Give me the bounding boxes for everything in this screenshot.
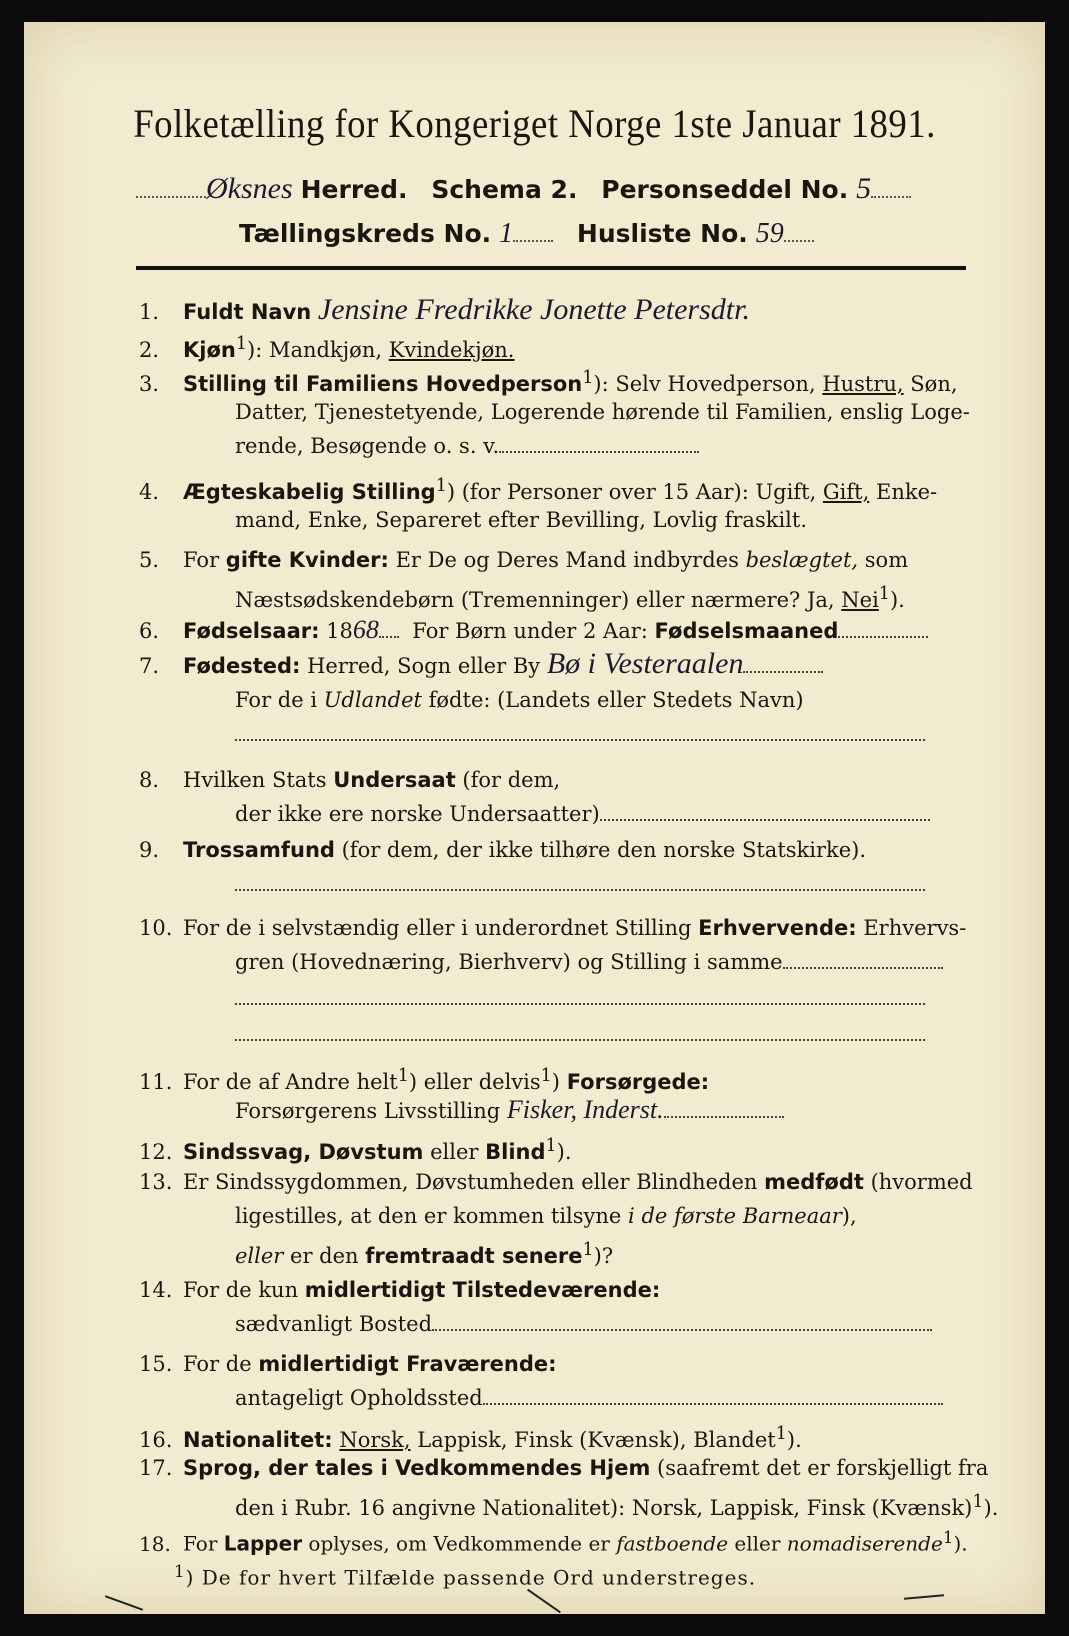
question-17-line-2: den i Rubr. 16 angivne Nationalitet): Norsk, Lappisk, Finsk (Kvænsk)$^1$).: [235, 1492, 999, 1520]
question-2: 2. Kjøn$^1$): Mandkjøn, Kvindekjøn.: [139, 334, 515, 362]
question-4-line-2: mand, Enke, Separeret efter Bevilling, Lovlig fraskilt.: [235, 508, 808, 532]
q8-label: Undersaat: [333, 768, 456, 792]
q15-label: midlertidigt Fraværende:: [258, 1352, 557, 1376]
question-8-line-2: der ikke ere norske Undersaatter): [235, 798, 930, 830]
q5-label: gifte Kvinder:: [225, 548, 389, 572]
question-15: 15. For de midlertidigt Fraværende:: [139, 1352, 557, 1376]
question-6: 6. Fødselsaar: 1868 For Børn under 2 Aar: Fødselsmaaned: [139, 614, 928, 647]
question-11: 11. For de af Andre helt$^1$) eller delvis$^1$) Forsørgede:: [139, 1066, 710, 1094]
q1-value: Jensine Fredrikke Jonette Petersdtr.: [317, 293, 750, 326]
q12-label: Sindssvag, Døvstum: [183, 1140, 424, 1164]
personseddel-value: 5: [856, 172, 872, 205]
header-line-herred: [136, 172, 911, 206]
question-5: 5. For gifte Kvinder: Er De og Deres Mand indbyrdes beslægtet, som: [139, 548, 909, 572]
q3-selected-option: Hustru,: [822, 372, 904, 396]
ink-mark: [904, 1594, 944, 1599]
kreds-value: 1: [499, 218, 514, 249]
q9-label: Trossamfund: [183, 838, 335, 862]
q16-selected-option: Norsk,: [339, 1428, 411, 1452]
q4-label: Ægteskabelig Stilling: [183, 480, 436, 504]
q17-label: Sprog, der tales i Vedkommendes Hjem: [183, 1456, 651, 1480]
question-10-line-2: gren (Hovednæring, Bierhverv) og Stilling i samme: [235, 946, 943, 978]
question-4: 4. Ægteskabelig Stilling$^1$) (for Personer over 15 Aar): Ugift, Gift, Enke-: [139, 476, 938, 504]
question-15-line-2: antageligt Opholdssted: [235, 1382, 943, 1414]
header-line-kreds: [239, 218, 814, 250]
question-16: 16. Nationalitet: Norsk, Lappisk, Finsk (Kvænsk), Blandet$^1$).: [139, 1424, 802, 1452]
herred-label: Herred.: [300, 175, 408, 204]
ink-mark: [527, 1589, 561, 1614]
q2-label: Kjøn: [183, 338, 236, 362]
question-9: 9. Trossamfund (for dem, der ikke tilhøre den norske Statskirke).: [139, 838, 867, 862]
husliste-label: Husliste No.: [576, 219, 748, 248]
q11-value: Fisker, Inderst.: [506, 1095, 664, 1124]
ink-mark: [105, 1595, 143, 1611]
schema-label: Schema 2.: [431, 175, 578, 204]
question-13: 13. Er Sindssygdommen, Døvstumheden eller Blindheden medfødt (hvormed: [139, 1170, 973, 1194]
q13-label: medfødt: [764, 1170, 864, 1194]
question-14: 14. For de kun midlertidigt Tilstedeværende:: [139, 1278, 661, 1302]
question-13-line-3: eller er den fremtraadt senere$^1$)?: [235, 1240, 614, 1268]
q6-label: Fødselsaar:: [183, 619, 320, 643]
question-18: 18. For Lapper oplyses, om Vedkommende er fastboende eller nomadiserende$^1$).: [139, 1528, 968, 1556]
q7-label: Fødested:: [183, 654, 301, 678]
question-7-line-2: For de i Udlandet fødte: (Landets eller Stedets Navn): [235, 688, 804, 712]
q18-label: Lapper: [223, 1531, 303, 1556]
q5-selected-option: Nei: [841, 588, 879, 612]
question-1: 1. Fuldt Navn Jensine Fredrikke Jonette Petersdtr.: [139, 293, 750, 326]
q14-label: midlertidigt Tilstedeværende:: [304, 1278, 661, 1302]
q6-value: 68: [352, 615, 379, 644]
question-3: 3. Stilling til Familiens Hovedperson$^1$): Selv Hovedperson, Hustru, Søn,: [139, 368, 958, 396]
husliste-value: 59: [755, 218, 784, 249]
question-12: 12. Sindssvag, Døvstum eller Blind$^1$).: [139, 1136, 572, 1164]
census-form-sheet: [24, 22, 1045, 1614]
q4-selected-option: Gift,: [822, 480, 870, 504]
question-3-line-3: rende, Besøgende o. s. v.: [235, 430, 699, 462]
question-10: 10. For de i selvstændig eller i underordnet Stilling Erhvervende: Erhvervs-: [139, 916, 967, 940]
q7-value: Bø i Vesteraalen: [546, 647, 744, 680]
q10-label: Erhvervende:: [698, 916, 857, 940]
question-13-line-2: ligestilles, at den er kommen tilsyne i de første Barneaar),: [235, 1204, 857, 1228]
herred-value: Øksnes: [206, 172, 293, 205]
question-17: 17. Sprog, der tales i Vedkommendes Hjem (saafremt det er forskjelligt fra: [139, 1456, 989, 1480]
q11-label: Forsørgede:: [566, 1070, 710, 1094]
question-11-line-2: Forsørgerens Livsstilling Fisker, Inderst.: [235, 1094, 784, 1127]
question-8: 8. Hvilken Stats Undersaat (for dem,: [139, 768, 561, 792]
q1-label: Fuldt Navn: [183, 300, 312, 324]
q16-label: Nationalitet:: [183, 1428, 333, 1452]
form-title: Folketælling for Kongeriget Norge 1ste Januar 1891.: [133, 101, 936, 146]
question-3-line-2: Datter, Tjenestetyende, Logerende hørende til Familien, enslig Loge-: [235, 400, 970, 424]
header-rule: [136, 266, 966, 270]
question-14-line-2: sædvanligt Bosted: [235, 1308, 932, 1340]
kreds-label: Tællingskreds No.: [239, 219, 492, 248]
question-5-line-2: Næstsødskendebørn (Tremenninger) eller nærmere? Ja, Nei$^1$).: [235, 584, 905, 612]
footnote: $^1$) De for hvert Tilfælde passende Ord understreges.: [174, 1562, 757, 1590]
q3-label: Stilling til Familiens Hovedperson: [183, 372, 583, 396]
question-7: 7. Fødested: Herred, Sogn eller By Bø i Vesteraalen: [139, 648, 823, 682]
personseddel-label: Personseddel No.: [601, 175, 849, 204]
q2-selected-option: Kvindekjøn.: [388, 338, 515, 362]
